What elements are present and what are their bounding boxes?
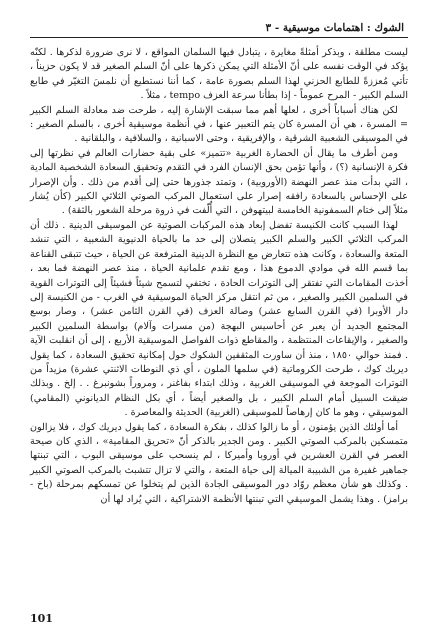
header-rule	[30, 37, 408, 38]
paragraph-5: أما أولئك الذين يؤمنون ، أو ما زالوا كذلك ، بفكرة السعادة ، كما يقول ديريك كوك ، فلا يزالون متمسكين بالمركب الصوتي الكبير . ومن الجدير بالذكر أنّ «تحريق المقامية» ، الذي كان صيحة العصر في القرن العشرين في أوروبا وأميركا ، لم ينسحب على موسيقى البوب ، التي تبنتها جماهير غفيرة من الشبيبة الميالة إلى حياة المتعة ، والتي لا تزال تتشبث بالمركب الصوتي الكبير . وكذلك هو شأن معظم روّاد دور الموسيقى الجادة الذين لم يتخلوا عن تمسكهم بمرحلة (باخ - برامز) . وهذا يشمل الموسيقي التي تبنتها الأنظمة الاشتراكية ، التي يُراد لها أن	[30, 421, 408, 505]
paragraph-4: لهذا السبب كانت الكنيسة تفضل إبعاد هذه المركبات الصوتية عن الموسيقى الدينية . ذلك أن المركب الثلاثي الكبير والسلم الكبير يتصلان إلى حد ما بالحياة الدنيوية الشعبية ، التي تنشد المتعة والسعادة ، وكانت هذه تتعارض مع النظرة الدينية المترفعة عن الحياة ، حيث تتبقى القناعة بما قسم الله في موادي الدموع هذا ، ومع تقدم علمانية الحياة ، منذ عصر النهضة فما بعد ، أخذت المقامات التي تفتقر إلى التوترات الحادة ، تختفي لتسمح شيئاً فشيئاً إلى التوترات القوية في السلمين الكبير والصغير ، من ثم انتقل مركز الحياة الموسيقية في الغرب - من الكنيسة إلى دار الأوبرا (في القرن السابع عشر) وصالة العزف (في القرن الثامن عشر) ، وصار بوسع المجتمع الجديد أن يعبر عن أحاسيس البهجة (من مسرات وآلام) بواسطة السلمين الكبير والصغير ، والإيقاعات المنتظمة ، والمقاطع ذوات الفواصل الموسيقية الأربع ، إلى أن انقلبت الآية . فمنذ حوالي ١٨٥٠ ، منذ أن ساورت المثقفين الشكوك حول إمكانية تحقيق السعادة ، كما يقول ديريك كوك ، طرحت الكروماتية (في سلمها الملون ، أي ذي النوطات الاثنتي عشرة) مزيداً من التوترات الموجعة في الموسيقى الغربية ، وذلك ابتداء بفاغنر ، ومروراً بشونبرغ . . إلخ . وبذلك ضيقت السبيل أمام السلم الكبير ، بل والصغير أيضاً ، أي بكل النظام الديانوني (المقامي) الموسيقي ، وهو ما كان إرهاصاً للموسيقى (الغربية) الحديثة والمعاصرة .	[30, 219, 408, 419]
page-body	[30, 46, 408, 507]
paragraph-2: لكن هناك أسباباً أخرى ، لعلها أهم مما سبقت الإشارة إليه ، طرحت ضد معادلة السلم الكبير = المسرة ، هي أن المسرة كان يتم التعبير عنها ، في أنظمة موسيقية أخرى ، بالسلم الصغير : في الموسيقى الشعبية الشرقية ، والإفريقية ، وحتى الاسبانية ، والسلافية ، والبلقانية .	[30, 104, 408, 145]
page-number: 101	[30, 612, 53, 625]
running-header	[30, 18, 408, 38]
paragraph-1: ليست مطلقة ، وبذكر أمثلةً مغايرة ، يتبادل فيها السلمان المواقع ، لا نرى ضرورة لذكرها . لكنّه يؤكد في الوقت نفسه على أنّ الأمثلة التي يمكن ذكرها على أنّ السلم الصغير قد لا يكون حزيناً ، تأتي مُعززةً للطابع الحزني لهذا السلم بصورة عامة ، كما أننا نستطيع أن نلمسَ التغيّر في طابع السلم الكبير - المرح عموماً - إذا بطأنا سرعة العزف tempo ، مثلاً .	[30, 47, 408, 102]
header-title: الشوك : اهتمامات موسيقية - ٣	[265, 22, 404, 34]
paragraph-3: ومن أطرف ما يقال أن الحضارة الغربية «تتميز» على بقية حضارات العالم في نظرتها إلى فكرة الإنسانية (؟) ، وأنها تؤمن بحق الإنسان الفرد في التقدم وتحقيق السعادة الشخصية المادية ، التي بدأت منذ عصر النهضة (الأوروبية) ، وتمتد جذورها حتى إلى أقدم من ذلك . وأن الإصرار على الإحساس بالسعادة رافقه إصرار على استعمال المركب الصوتي الثلاثي الكبير (كأن يُشار مثلاً إلى ختام السمفونية الخامسة لبيتهوفن ، التي أُلّفت في ذروة مرحلة الشعور بالثقة) .	[30, 147, 408, 217]
book-page	[30, 18, 408, 628]
